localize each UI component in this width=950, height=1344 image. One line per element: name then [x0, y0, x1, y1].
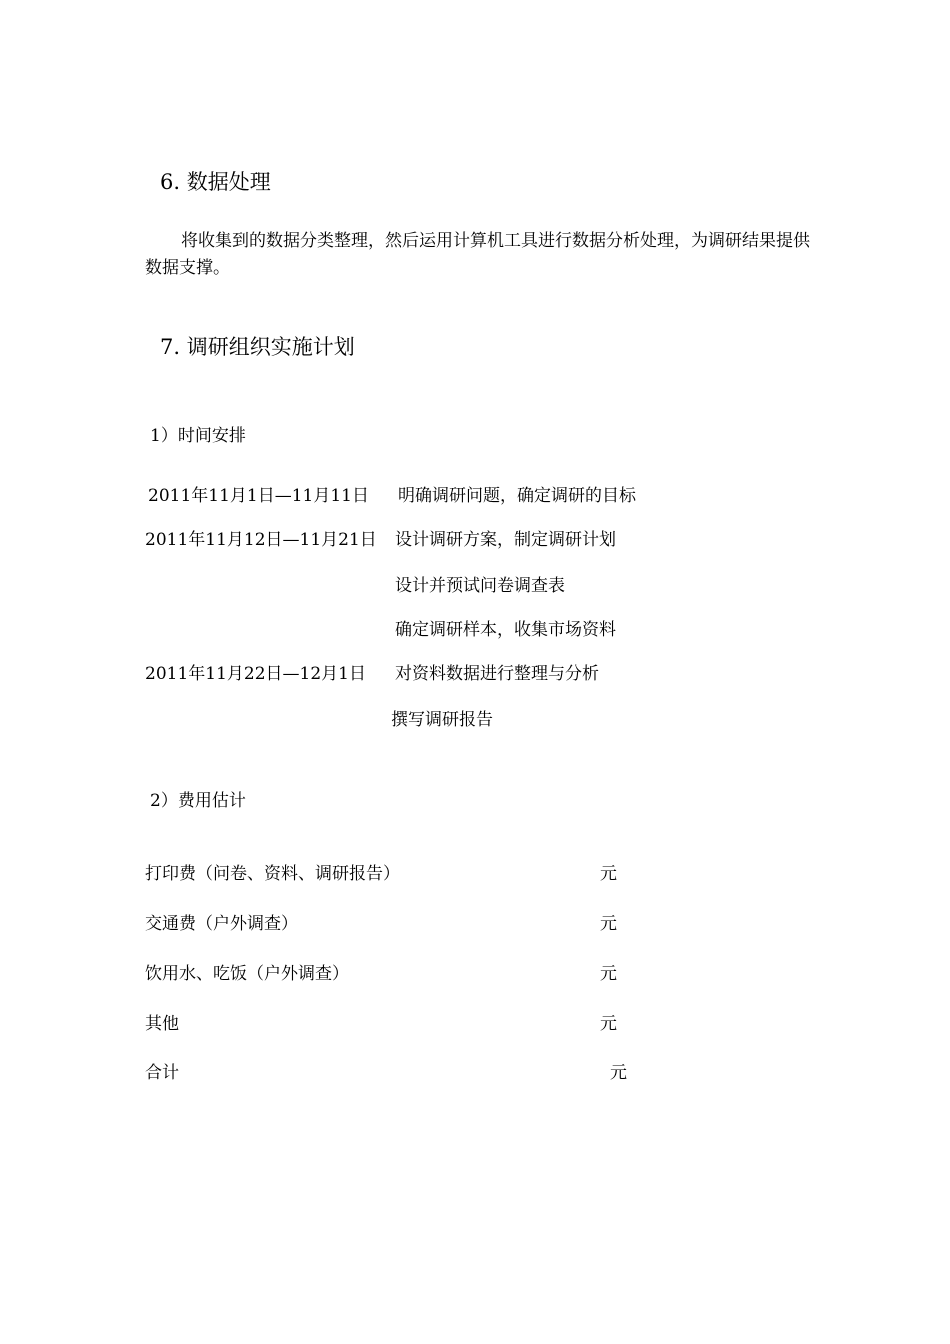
- schedule-task: 确定调研样本，收集市场资料: [395, 620, 616, 640]
- cost-item: 交通费（户外调查）: [145, 914, 298, 934]
- section-6-heading: 6. 数据处理: [160, 170, 271, 194]
- schedule-date: 2011年11月12日—11月21日: [145, 530, 377, 550]
- cost-heading: 2）费用估计: [150, 791, 246, 811]
- schedule-date: 2011年11月1日—11月11日: [148, 486, 369, 506]
- cost-unit: 元: [600, 914, 617, 934]
- schedule-task: 撰写调研报告: [391, 710, 493, 730]
- schedule-task: 设计并预试问卷调查表: [395, 576, 565, 596]
- cost-item: 打印费（问卷、资料、调研报告）: [145, 864, 400, 884]
- cost-item: 合计: [145, 1063, 179, 1083]
- section-7-heading: 7. 调研组织实施计划: [160, 335, 355, 359]
- schedule-task: 明确调研问题，确定调研的目标: [398, 486, 636, 506]
- cost-item: 其他: [145, 1014, 179, 1034]
- cost-unit: 元: [600, 864, 617, 884]
- cost-unit: 元: [600, 964, 617, 984]
- section-6-paragraph: 将收集到的数据分类整理，然后运用计算机工具进行数据分析处理，为调研结果提供数据支撑。: [145, 231, 810, 278]
- cost-unit: 元: [600, 1014, 617, 1034]
- schedule-task: 对资料数据进行整理与分析: [395, 664, 599, 684]
- schedule-heading: 1）时间安排: [150, 426, 246, 446]
- cost-item: 饮用水、吃饭（户外调查）: [145, 964, 349, 984]
- schedule-task: 设计调研方案，制定调研计划: [395, 530, 616, 550]
- schedule-date: 2011年11月22日—12月1日: [145, 664, 366, 684]
- cost-unit: 元: [610, 1063, 627, 1083]
